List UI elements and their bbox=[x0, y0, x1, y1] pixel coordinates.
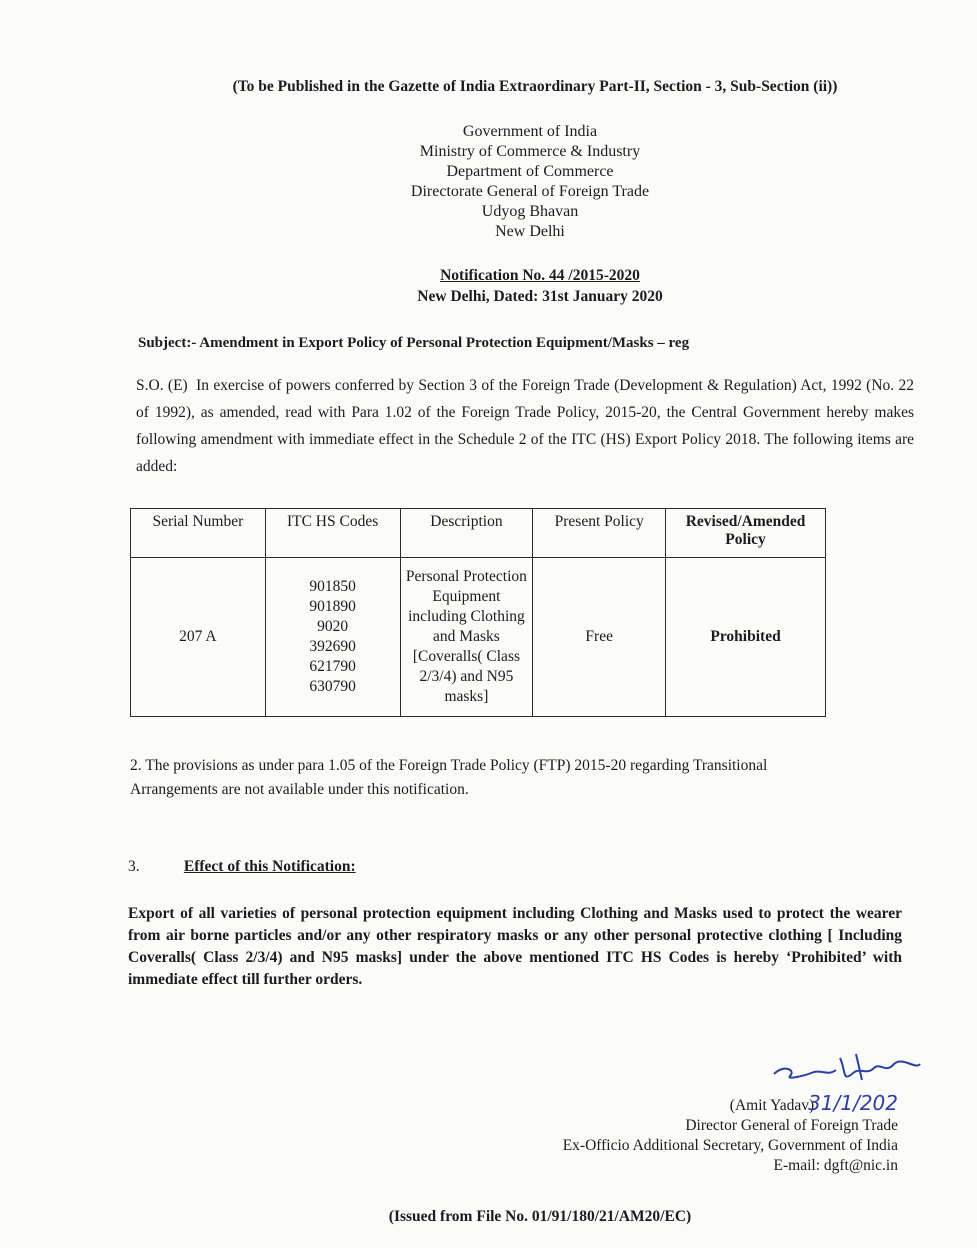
header-serial-number: Serial Number bbox=[131, 509, 266, 558]
issuing-office-address bbox=[330, 122, 730, 242]
hs-code: 621790 bbox=[309, 658, 356, 675]
signer-name-line bbox=[500, 1093, 898, 1116]
address-line: Government of India bbox=[462, 123, 598, 140]
hs-code: 901850 bbox=[309, 578, 356, 595]
address-line: New Delhi bbox=[495, 223, 565, 240]
header-itc-hs-codes: ITC HS Codes bbox=[265, 509, 400, 558]
subject-line: Subject:- Amendment in Export Policy of Personal Protection Equipment/Masks – reg bbox=[138, 335, 690, 351]
section-number: 3. bbox=[128, 858, 140, 875]
signer-email: E-mail: dgft@nic.in bbox=[773, 1157, 898, 1174]
hs-code: 392690 bbox=[309, 638, 356, 655]
signature-date: 31/1/202 bbox=[808, 1091, 898, 1115]
signer-office: Ex-Officio Additional Secretary, Government of India bbox=[562, 1137, 898, 1154]
notification-number: Notification No. 44 /2015-2020 bbox=[440, 267, 640, 284]
hs-code: 901890 bbox=[309, 598, 356, 615]
effect-paragraph: Export of all varieties of personal protection equipment including Clothing and Masks used to protect the wearer from air borne particles and/or any other respiratory masks or any other personal protective clothing [ Including Coveralls( Class 2/3/4) and N95 masks] under the above mentioned ITC HS Codes is hereby ‘Prohibited’ with immediate effect till further orders. bbox=[128, 905, 902, 988]
notification-header bbox=[330, 265, 750, 307]
header-revised-policy: Revised/Amended Policy bbox=[666, 509, 826, 558]
paragraph-2: 2. The provisions as under para 1.05 of the Foreign Trade Policy (FTP) 2015-20 regarding Transitional Arrangements are not available under this notification. bbox=[130, 757, 768, 798]
amendment-table bbox=[130, 508, 826, 717]
section-title: Effect of this Notification: bbox=[183, 858, 356, 875]
gazette-line: (To be Published in the Gazette of India Extraordinary Part-II, Section - 3, Sub-Section (ii)) bbox=[232, 78, 838, 95]
notification-date: New Delhi, Dated: 31st January 2020 bbox=[417, 288, 663, 305]
signer-block bbox=[500, 1093, 898, 1176]
address-line: Ministry of Commerce & Industry bbox=[419, 143, 641, 160]
address-line: Directorate General of Foreign Trade bbox=[410, 183, 650, 200]
so-prefix: S.O. (E) bbox=[136, 377, 188, 394]
hs-code: 9020 bbox=[317, 618, 349, 635]
address-line: Department of Commerce bbox=[446, 163, 614, 180]
section-3-heading bbox=[128, 858, 628, 876]
cell-hs-codes bbox=[265, 558, 400, 717]
address-line: Udyog Bhavan bbox=[481, 203, 579, 220]
paragraph-1-text: In exercise of powers conferred by Section 3 of the Foreign Trade (Development & Regulation) Act, 1992 (No. 22 of 1992), as amended, read with Para 1.02 of the Foreign Trade Policy, 2015-20, the Central Government hereby makes following amendment with immediate effect in the Schedule 2 of the ITC (HS) Export Policy 2018. The following items are added: bbox=[136, 377, 915, 475]
paragraph-1 bbox=[136, 372, 914, 480]
file-reference: (Issued from File No. 01/91/180/21/AM20/EC) bbox=[388, 1208, 692, 1225]
table-row bbox=[131, 558, 826, 717]
cell-description: Personal Protection Equipment including Clothing and Masks [Coveralls( Class 2/3/4) and N95 masks] bbox=[400, 558, 533, 717]
signer-name: (Amit Yadav) bbox=[729, 1097, 815, 1114]
cell-revised-policy: Prohibited bbox=[666, 558, 826, 717]
hs-code: 630790 bbox=[309, 678, 356, 695]
header-present-policy: Present Policy bbox=[533, 509, 666, 558]
table-header-row bbox=[131, 509, 826, 558]
cell-present-policy: Free bbox=[533, 558, 666, 717]
signer-designation: Director General of Foreign Trade bbox=[685, 1117, 898, 1134]
header-description: Description bbox=[400, 509, 533, 558]
cell-serial: 207 A bbox=[131, 558, 266, 717]
